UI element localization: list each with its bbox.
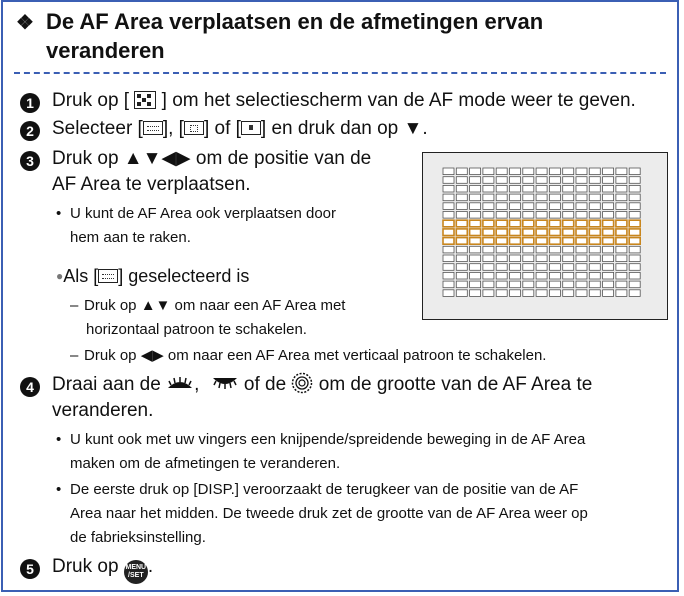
af-area-cell — [629, 185, 640, 192]
af-area-cell — [589, 264, 600, 271]
af-area-cell — [510, 212, 521, 219]
rear-dial-icon — [166, 377, 194, 389]
step-4-bullet-1-line2: maken om de afmetingen te veranderen. — [70, 455, 341, 472]
af-area-cell-selected — [589, 238, 600, 245]
step-number: 4 — [20, 377, 40, 397]
af-area-cell — [523, 272, 534, 279]
af-area-cell — [549, 272, 560, 279]
step-5-text-b: . — [147, 556, 154, 577]
af-area-cell — [443, 281, 454, 288]
af-area-cell-selected — [576, 229, 587, 236]
af-area-cell — [549, 281, 560, 288]
af-area-cell — [589, 185, 600, 192]
af-area-cell — [549, 194, 560, 201]
af-area-cell — [536, 203, 547, 210]
af-area-cell — [603, 281, 614, 288]
af-area-cell — [576, 246, 587, 253]
bullet-text: U kunt de AF Area ook verplaatsen door — [70, 205, 336, 222]
af-area-cell — [576, 185, 587, 192]
af-area-cell-selected — [443, 229, 454, 236]
af-area-cell-selected — [456, 229, 467, 236]
af-area-cell — [510, 290, 521, 297]
af-area-cell — [483, 212, 494, 219]
af-area-cell — [563, 281, 574, 288]
af-area-cell — [523, 264, 534, 271]
af-mode-button-icon — [134, 91, 156, 109]
step-2-text-b: ], [ — [162, 118, 184, 139]
af-area-cell — [483, 203, 494, 210]
af-area-cell — [456, 212, 467, 219]
dash-item-1 — [70, 294, 345, 318]
af-area-cell — [536, 290, 547, 297]
step-4-text-d: om de grootte van de AF Area te — [318, 374, 593, 395]
af-area-cell — [496, 255, 507, 262]
af-area-cell-selected — [616, 238, 627, 245]
af-area-cell-selected — [483, 238, 494, 245]
af-area-cell — [443, 194, 454, 201]
af-area-cell — [483, 194, 494, 201]
af-area-cell — [616, 272, 627, 279]
af-area-cell — [456, 185, 467, 192]
af-area-cell-selected — [629, 229, 640, 236]
circle-bullet: ● — [56, 269, 64, 283]
af-area-cell — [456, 203, 467, 210]
af-area-cell — [629, 255, 640, 262]
control-dial-icon — [291, 372, 313, 394]
step-4-bullet-2-line2: Area naar het midden. De tweede druk zet de grootte van de AF Area weer op — [70, 505, 588, 522]
step-4-line2: veranderen. — [52, 400, 154, 421]
af-area-cell — [563, 185, 574, 192]
af-area-cell — [616, 203, 627, 210]
step-number: 5 — [20, 559, 40, 579]
af-area-cell-selected — [589, 220, 600, 227]
af-area-cell — [603, 185, 614, 192]
custom-multi-horizontal-icon — [143, 121, 163, 135]
af-area-cell — [483, 255, 494, 262]
bullet-text: De eerste druk op [DISP.] veroorzaakt de terugkeer van de positie van de AF — [70, 481, 579, 498]
dash-item-2 — [70, 344, 546, 368]
af-area-cell — [576, 177, 587, 184]
af-area-cell — [470, 168, 481, 175]
af-area-cell — [443, 290, 454, 297]
af-area-cell — [456, 281, 467, 288]
af-area-cell — [576, 281, 587, 288]
af-area-cell — [536, 168, 547, 175]
bullet-text: U kunt ook met uw vingers een knijpende/spreidende beweging in de AF Area — [70, 431, 586, 448]
af-area-cell — [483, 246, 494, 253]
af-area-cell-selected — [563, 220, 574, 227]
af-area-cell — [576, 290, 587, 297]
af-area-cell-selected — [549, 220, 560, 227]
af-area-cell — [523, 194, 534, 201]
af-area-cell-selected — [510, 229, 521, 236]
af-area-cell-selected — [510, 238, 521, 245]
af-area-cell-selected — [443, 220, 454, 227]
dash-text: Druk op ▲▼ om naar een AF Area met — [84, 297, 346, 314]
custom-multi-dot-icon — [241, 121, 261, 135]
set-label: /SET — [128, 572, 144, 579]
dash-item-1-line2: horizontaal patroon te schakelen. — [86, 321, 307, 338]
step-3 — [20, 146, 371, 172]
af-area-cell — [589, 255, 600, 262]
af-area-cell — [549, 203, 560, 210]
af-area-cell-selected — [470, 238, 481, 245]
af-area-cell — [510, 185, 521, 192]
af-area-cell — [496, 194, 507, 201]
af-area-cell — [603, 255, 614, 262]
bullet: • — [56, 205, 62, 222]
af-area-cell — [483, 281, 494, 288]
af-area-cell — [576, 194, 587, 201]
af-area-cell — [443, 203, 454, 210]
af-area-cell-selected — [549, 229, 560, 236]
front-dial-icon — [211, 377, 239, 389]
af-area-cell — [629, 290, 640, 297]
af-area-cell — [629, 272, 640, 279]
af-area-cell — [629, 194, 640, 201]
af-area-cell — [589, 212, 600, 219]
af-area-cell-selected — [629, 220, 640, 227]
af-area-cell — [616, 246, 627, 253]
af-area-cell-selected — [603, 220, 614, 227]
af-area-cell — [536, 246, 547, 253]
af-area-cell — [629, 212, 640, 219]
af-area-cell-selected — [576, 238, 587, 245]
af-area-cell-selected — [496, 238, 507, 245]
af-area-cell — [456, 194, 467, 201]
af-area-cell-selected — [549, 238, 560, 245]
af-area-cell-selected — [496, 220, 507, 227]
af-area-cell — [616, 281, 627, 288]
af-area-cell — [496, 203, 507, 210]
heading-line2: veranderen — [46, 38, 165, 63]
af-area-cell — [549, 290, 560, 297]
step-5 — [20, 554, 153, 584]
af-area-cell-selected — [483, 229, 494, 236]
af-area-cell — [456, 264, 467, 271]
af-area-cell — [523, 246, 534, 253]
af-area-cell — [496, 290, 507, 297]
step-number: 3 — [20, 151, 40, 171]
af-area-cell-selected — [629, 238, 640, 245]
heading-divider — [14, 72, 666, 74]
af-area-cell — [496, 281, 507, 288]
af-area-cell — [576, 264, 587, 271]
af-area-cell — [523, 255, 534, 262]
af-area-cell — [616, 290, 627, 297]
af-area-cell-selected — [603, 229, 614, 236]
af-area-cell — [616, 264, 627, 271]
af-area-cell-selected — [589, 229, 600, 236]
af-area-cell — [483, 264, 494, 271]
heading-line1: De AF Area verplaatsen en de afmetingen ervan — [46, 9, 544, 34]
af-area-cell — [563, 194, 574, 201]
af-area-cell — [456, 290, 467, 297]
af-area-cell — [443, 185, 454, 192]
af-area-cell — [470, 246, 481, 253]
af-area-cell — [536, 194, 547, 201]
af-area-cell — [483, 290, 494, 297]
af-area-cell — [496, 177, 507, 184]
af-area-cell — [563, 246, 574, 253]
af-area-cell — [549, 168, 560, 175]
af-area-cell-selected — [616, 220, 627, 227]
af-area-cell — [470, 290, 481, 297]
af-area-cell — [629, 168, 640, 175]
af-area-cell — [603, 177, 614, 184]
af-area-cell — [603, 203, 614, 210]
af-area-cell — [563, 203, 574, 210]
af-area-cell — [616, 168, 627, 175]
af-area-cell — [510, 264, 521, 271]
af-area-cell — [536, 281, 547, 288]
af-area-cell-selected — [616, 229, 627, 236]
menu-set-button-icon — [124, 560, 148, 584]
af-area-cell — [616, 255, 627, 262]
af-area-cell — [603, 246, 614, 253]
af-area-cell — [443, 264, 454, 271]
diamond-icon: ❖ — [16, 12, 34, 34]
af-area-cell — [589, 281, 600, 288]
step-4-bullet-2-line3: de fabrieksinstelling. — [70, 529, 206, 546]
af-area-cell — [483, 185, 494, 192]
af-area-cell — [536, 264, 547, 271]
af-area-grid — [423, 153, 666, 318]
af-area-cell — [589, 203, 600, 210]
af-area-cell — [536, 185, 547, 192]
af-area-cell — [549, 264, 560, 271]
bullet: • — [56, 431, 62, 448]
af-area-cell — [510, 168, 521, 175]
af-area-cell — [510, 194, 521, 201]
af-area-cell — [549, 212, 560, 219]
step-4-text-c: of de — [243, 374, 287, 395]
af-area-cell — [563, 177, 574, 184]
af-area-cell — [483, 168, 494, 175]
af-area-cell — [470, 272, 481, 279]
af-area-cell — [549, 185, 560, 192]
dash: – — [70, 297, 79, 314]
step-1-text-b: ] om het selectiescherm van de AF mode weer te geven. — [161, 90, 636, 111]
bullet: • — [56, 481, 62, 498]
af-area-cell — [470, 281, 481, 288]
step-4-text-b: , — [194, 374, 200, 395]
step-4-bullet-2 — [56, 478, 578, 502]
af-area-cell — [549, 246, 560, 253]
af-area-cell — [536, 177, 547, 184]
af-area-cell — [496, 168, 507, 175]
step-3-bullet-line2: hem aan te raken. — [70, 229, 191, 246]
af-area-cell — [616, 194, 627, 201]
af-area-cell — [456, 272, 467, 279]
af-area-cell — [510, 177, 521, 184]
custom-multi-center-icon — [184, 121, 204, 135]
step-1-text-a: Druk op [ — [52, 90, 130, 111]
af-area-cell — [589, 168, 600, 175]
af-area-cell — [496, 185, 507, 192]
af-area-cell — [470, 177, 481, 184]
af-area-cell — [470, 264, 481, 271]
af-area-cell — [616, 177, 627, 184]
step-2-text-c: ] of [ — [203, 118, 241, 139]
af-area-cell — [443, 177, 454, 184]
af-area-cell-selected — [496, 229, 507, 236]
af-area-cell — [510, 203, 521, 210]
af-area-cell — [629, 177, 640, 184]
af-area-cell — [603, 194, 614, 201]
af-area-cell — [549, 255, 560, 262]
af-area-cell — [456, 246, 467, 253]
als-text-b: ] geselecteerd is — [118, 266, 250, 286]
af-area-cell — [456, 168, 467, 175]
step-4 — [20, 372, 592, 398]
af-area-cell — [589, 177, 600, 184]
af-area-cell — [616, 212, 627, 219]
af-area-cell — [589, 290, 600, 297]
af-area-cell-selected — [576, 220, 587, 227]
af-area-cell — [523, 203, 534, 210]
af-area-cell — [536, 272, 547, 279]
step-2 — [20, 116, 428, 142]
af-area-cell — [576, 255, 587, 262]
af-area-cell-selected — [483, 220, 494, 227]
af-area-cell — [576, 272, 587, 279]
af-area-cell — [629, 246, 640, 253]
menu-label: MENU — [125, 564, 147, 571]
af-area-cell — [443, 246, 454, 253]
af-area-cell-selected — [443, 238, 454, 245]
af-area-cell — [523, 185, 534, 192]
step-1 — [20, 88, 636, 114]
dash-text: Druk op ◀▶ om naar een AF Area met verticaal patroon te schakelen. — [84, 347, 547, 364]
af-area-cell — [523, 281, 534, 288]
af-area-cell-selected — [470, 220, 481, 227]
af-area-cell — [510, 246, 521, 253]
af-area-cell — [470, 185, 481, 192]
af-area-cell — [496, 264, 507, 271]
af-area-cell — [603, 168, 614, 175]
af-area-cell — [496, 272, 507, 279]
step-4-text-a: Draai aan de — [52, 374, 161, 395]
af-area-cell-selected — [536, 229, 547, 236]
af-area-cell — [470, 203, 481, 210]
af-area-cell — [589, 272, 600, 279]
af-area-cell — [483, 272, 494, 279]
af-area-cell — [589, 246, 600, 253]
af-area-cell — [576, 212, 587, 219]
af-area-cell — [523, 290, 534, 297]
af-area-cell — [443, 168, 454, 175]
af-area-cell — [563, 212, 574, 219]
als-text-a: Als [ — [63, 266, 99, 286]
step-4-bullet-1 — [56, 428, 585, 452]
section-heading — [16, 8, 656, 65]
af-area-cell-selected — [563, 229, 574, 236]
af-area-cell-selected — [536, 238, 547, 245]
af-area-cell — [443, 255, 454, 262]
af-area-cell — [510, 272, 521, 279]
af-area-cell-selected — [536, 220, 547, 227]
af-area-cell-selected — [470, 229, 481, 236]
step-number: 1 — [20, 93, 40, 113]
af-area-cell — [443, 212, 454, 219]
step-3-line1: Druk op ▲▼◀▶ om de positie van de — [52, 148, 372, 169]
af-area-cell — [563, 290, 574, 297]
af-area-cell-selected — [456, 238, 467, 245]
af-area-cell — [470, 194, 481, 201]
af-area-cell-selected — [510, 220, 521, 227]
af-area-cell — [603, 290, 614, 297]
af-area-cell — [616, 185, 627, 192]
af-area-cell — [603, 272, 614, 279]
af-area-cell — [523, 212, 534, 219]
af-area-cell — [563, 264, 574, 271]
step-number: 2 — [20, 121, 40, 141]
af-area-cell — [470, 212, 481, 219]
step-3-bullet — [56, 202, 336, 226]
af-area-cell — [483, 177, 494, 184]
af-area-cell — [576, 203, 587, 210]
af-area-cell — [576, 168, 587, 175]
af-area-cell — [589, 194, 600, 201]
af-area-cell — [510, 255, 521, 262]
af-area-cell — [496, 212, 507, 219]
af-area-cell — [496, 246, 507, 253]
af-area-cell — [563, 272, 574, 279]
af-area-cell — [456, 255, 467, 262]
af-area-cell — [456, 177, 467, 184]
als-geselecteerd-line — [56, 264, 249, 288]
af-area-figure — [422, 152, 668, 320]
af-area-cell — [523, 168, 534, 175]
af-area-cell — [603, 212, 614, 219]
af-area-cell — [510, 281, 521, 288]
step-3-line2: AF Area te verplaatsen. — [52, 174, 251, 195]
step-2-text-a: Selecteer [ — [52, 118, 143, 139]
af-area-cell — [563, 255, 574, 262]
af-area-cell-selected — [603, 238, 614, 245]
af-area-cell — [443, 272, 454, 279]
dash: – — [70, 347, 79, 364]
af-area-cell — [549, 177, 560, 184]
af-area-cell — [629, 203, 640, 210]
step-2-text-d: ] en druk dan op ▼. — [260, 118, 428, 139]
af-area-cell — [523, 177, 534, 184]
af-area-cell-selected — [523, 229, 534, 236]
af-area-cell — [629, 264, 640, 271]
af-area-cell — [536, 255, 547, 262]
af-area-cell-selected — [523, 238, 534, 245]
af-area-cell — [603, 264, 614, 271]
af-area-cell-selected — [456, 220, 467, 227]
af-area-cell — [629, 281, 640, 288]
af-area-cell — [536, 212, 547, 219]
custom-multi-horizontal-icon — [98, 269, 118, 283]
af-area-cell-selected — [563, 238, 574, 245]
af-area-cell — [563, 168, 574, 175]
step-5-text-a: Druk op — [52, 556, 119, 577]
af-area-cell — [470, 255, 481, 262]
af-area-cell-selected — [523, 220, 534, 227]
